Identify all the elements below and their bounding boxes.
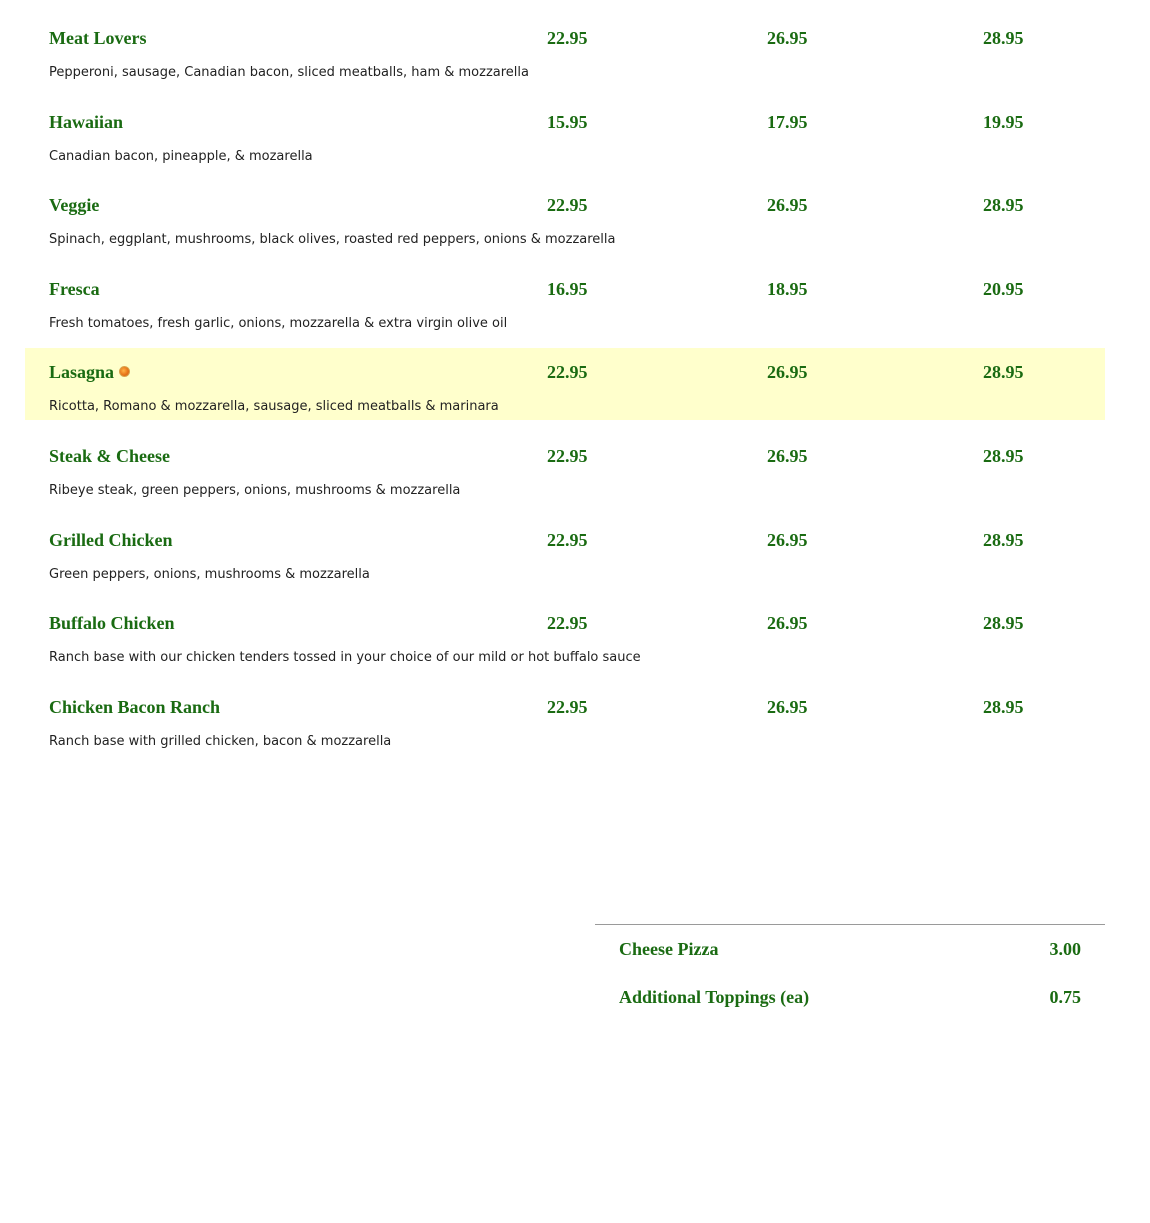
item-description: Ribeye steak, green peppers, onions, mushrooms & mozzarella: [49, 483, 461, 498]
item-name: [49, 279, 100, 300]
item-name: [49, 195, 99, 216]
item-description: Ricotta, Romano & mozzarella, sausage, sliced meatballs & marinara: [49, 399, 499, 414]
addon-price: 3.00: [1049, 939, 1081, 959]
item-description: Ranch base with grilled chicken, bacon & mozzarella: [49, 734, 392, 749]
addon-name: Additional Toppings (ea): [619, 987, 810, 1007]
item-name: [49, 112, 123, 133]
menu-item: [25, 348, 1105, 420]
price-medium: 26.95: [767, 195, 808, 215]
price-large: 28.95: [983, 697, 1024, 717]
item-name-text: Lasagna: [49, 362, 115, 382]
price-small: 22.95: [547, 28, 588, 48]
price-small: 22.95: [547, 613, 588, 633]
menu-item: [25, 599, 1105, 671]
item-description: Ranch base with our chicken tenders tossed in your choice of our mild or hot buffalo sauce: [49, 650, 641, 665]
menu-item: [25, 14, 1105, 86]
price-small: 22.95: [547, 362, 588, 382]
price-small: 22.95: [547, 195, 588, 215]
price-large: 28.95: [983, 446, 1024, 466]
item-name-text: Veggie: [49, 195, 100, 215]
price-small: 15.95: [547, 112, 588, 132]
price-medium: 17.95: [767, 112, 808, 132]
price-large: 28.95: [983, 28, 1024, 48]
price-small: 22.95: [547, 697, 588, 717]
item-name: [49, 613, 175, 634]
addon-name: Cheese Pizza: [619, 939, 719, 959]
price-large: 28.95: [983, 613, 1024, 633]
price-small: 16.95: [547, 279, 588, 299]
price-medium: 26.95: [767, 362, 808, 382]
menu-item: [25, 432, 1105, 504]
price-small: 22.95: [547, 530, 588, 550]
addon-price: 0.75: [1049, 987, 1081, 1007]
price-large: 28.95: [983, 362, 1024, 382]
item-name: [49, 697, 220, 718]
item-description: Canadian bacon, pineapple, & mozarella: [49, 149, 313, 164]
item-name-text: Grilled Chicken: [49, 530, 173, 550]
item-name-text: Hawaiian: [49, 112, 124, 132]
menu-item: [25, 516, 1105, 588]
price-large: 19.95: [983, 112, 1024, 132]
price-medium: 26.95: [767, 530, 808, 550]
item-name-text: Buffalo Chicken: [49, 613, 175, 633]
menu-item: [25, 181, 1105, 253]
price-medium: 26.95: [767, 613, 808, 633]
menu-item: [25, 683, 1105, 755]
price-large: 20.95: [983, 279, 1024, 299]
price-large: 28.95: [983, 530, 1024, 550]
spicy-icon: [119, 366, 130, 377]
price-large: 28.95: [983, 195, 1024, 215]
item-name: [49, 446, 170, 467]
price-medium: 26.95: [767, 697, 808, 717]
item-name: [49, 530, 173, 551]
item-description: Spinach, eggplant, mushrooms, black olives, roasted red peppers, onions & mozzarella: [49, 232, 616, 247]
price-medium: 26.95: [767, 446, 808, 466]
addon-row: [595, 925, 1105, 973]
item-name-text: Fresca: [49, 279, 100, 299]
price-small: 22.95: [547, 446, 588, 466]
item-description: Green peppers, onions, mushrooms & mozzarella: [49, 567, 370, 582]
item-name: [49, 28, 146, 49]
item-name-text: Chicken Bacon Ranch: [49, 697, 221, 717]
menu-item: [25, 265, 1105, 337]
menu-item: [25, 98, 1105, 170]
item-name: [49, 362, 130, 383]
item-name-text: Meat Lovers: [49, 28, 147, 48]
price-medium: 26.95: [767, 28, 808, 48]
addon-row: [595, 973, 1105, 1021]
item-description: Pepperoni, sausage, Canadian bacon, sliced meatballs, ham & mozzarella: [49, 65, 529, 80]
addons-section: [595, 924, 1105, 1021]
item-description: Fresh tomatoes, fresh garlic, onions, mozzarella & extra virgin olive oil: [49, 316, 508, 331]
item-name-text: Steak & Cheese: [49, 446, 170, 466]
price-medium: 18.95: [767, 279, 808, 299]
